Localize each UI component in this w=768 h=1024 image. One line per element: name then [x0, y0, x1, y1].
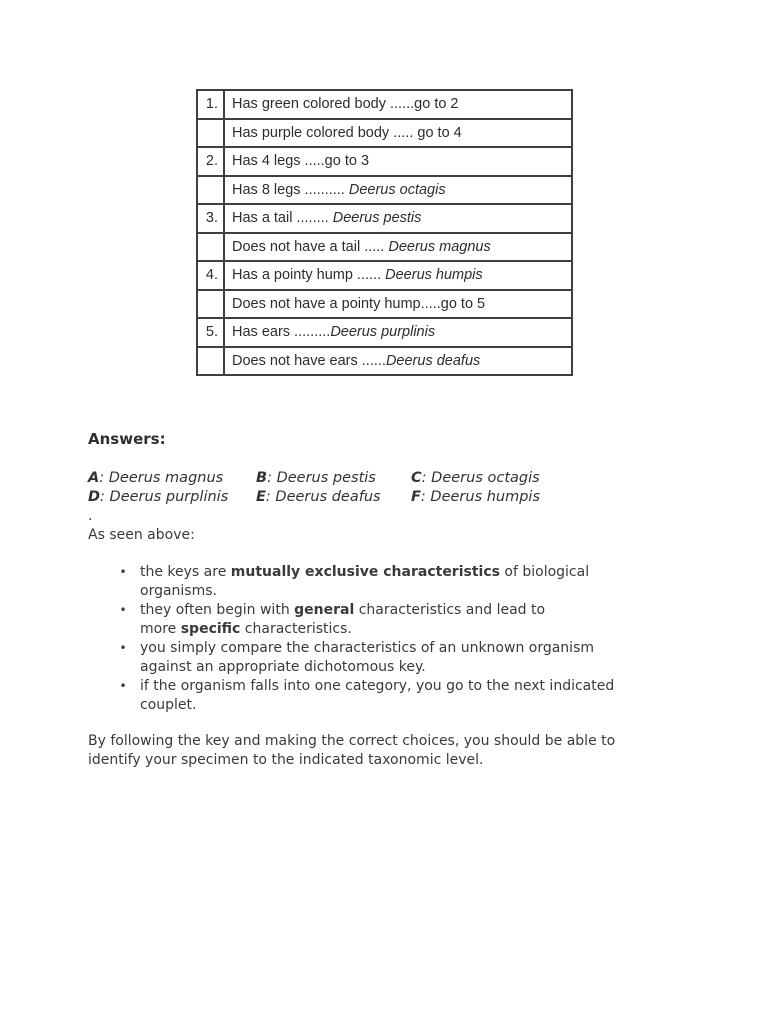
body-content — [88, 430, 688, 770]
table-row — [197, 176, 572, 205]
answer-letter: F — [411, 489, 421, 505]
answer-letter: C — [411, 470, 422, 486]
answer-separator: : — [265, 489, 276, 505]
couplet-number — [197, 347, 224, 376]
answer-entry — [256, 488, 411, 507]
answer-letter: D — [88, 489, 101, 505]
couplet-number: 3. — [197, 204, 224, 233]
couplet-text: Has 4 legs .....go to 3 — [224, 147, 572, 176]
answer-name: Deerus purplinis — [109, 489, 229, 505]
answer-separator: : — [99, 470, 109, 486]
bullet-text-line: organisms. — [140, 583, 217, 599]
bullet-text-line: more specific characteristics. — [140, 621, 352, 637]
couplet-text: Has a tail ........ Deerus pestis — [224, 204, 572, 233]
answer-separator: : — [267, 470, 277, 486]
answer-letter: A — [88, 470, 100, 486]
answer-name: Deerus humpis — [430, 489, 541, 505]
couplet-number: 5. — [197, 318, 224, 347]
couplet-text: Has 8 legs .......... Deerus octagis — [224, 176, 572, 205]
answer-name: Deerus pestis — [276, 470, 376, 486]
answer-letter: B — [256, 470, 268, 486]
couplet-text: Does not have ears ......Deerus deafus — [224, 347, 572, 376]
bullet-icon: • — [119, 603, 127, 617]
answer-entry — [411, 488, 688, 507]
closing-line: By following the key and making the correct choices, you should be able to — [88, 733, 616, 749]
couplet-number: 2. — [197, 147, 224, 176]
bullet-item — [88, 563, 688, 601]
answer-entry — [88, 488, 256, 507]
couplet-text: Has ears .........Deerus purplinis — [224, 318, 572, 347]
table-row — [197, 233, 572, 262]
answer-name: Deerus octagis — [431, 470, 540, 486]
couplet-number: 1. — [197, 90, 224, 119]
bullet-item — [88, 639, 688, 677]
bullet-item — [88, 601, 688, 639]
bullet-text-line: couplet. — [140, 697, 197, 713]
bullet-icon: • — [119, 565, 127, 579]
answer-letter: E — [256, 489, 266, 505]
bullet-text-line: they often begin with general characteristics and lead to — [140, 602, 546, 618]
intro-line: As seen above: — [88, 527, 195, 543]
answer-name: Deerus deafus — [275, 489, 381, 505]
answer-name: Deerus magnus — [108, 470, 224, 486]
table-row — [197, 90, 572, 119]
couplet-number — [197, 119, 224, 148]
couplet-number — [197, 176, 224, 205]
table-row — [197, 347, 572, 376]
table-row — [197, 261, 572, 290]
answer-separator: : — [420, 489, 431, 505]
couplet-number: 4. — [197, 261, 224, 290]
answer-entry — [256, 469, 411, 488]
couplet-text: Has purple colored body ..... go to 4 — [224, 119, 572, 148]
answer-entry — [88, 469, 256, 488]
bullet-text-line: the keys are mutually exclusive characteristics of biological — [140, 564, 590, 580]
table-row — [197, 204, 572, 233]
table-row — [197, 318, 572, 347]
stray-period: . — [88, 508, 93, 524]
couplet-number — [197, 290, 224, 319]
table-row — [197, 290, 572, 319]
couplet-text: Does not have a tail ..... Deerus magnus — [224, 233, 572, 262]
bullet-icon: • — [119, 679, 127, 693]
bullet-icon: • — [119, 641, 127, 655]
answers-heading: Answers: — [88, 430, 166, 448]
bullet-text-line: you simply compare the characteristics of an unknown organism — [140, 640, 595, 656]
bullet-item — [88, 677, 688, 715]
closing-paragraph — [88, 732, 688, 770]
couplet-text: Does not have a pointy hump.....go to 5 — [224, 290, 572, 319]
answer-entry — [411, 469, 688, 488]
couplet-number — [197, 233, 224, 262]
table-row — [197, 147, 572, 176]
couplet-text: Has a pointy hump ...... Deerus humpis — [224, 261, 572, 290]
answers-grid — [88, 469, 688, 507]
answer-separator: : — [421, 470, 432, 486]
closing-line: identify your specimen to the indicated taxonomic level. — [88, 752, 484, 768]
bullet-text-line: if the organism falls into one category, you go to the next indicated — [140, 678, 615, 694]
couplet-text: Has green colored body ......go to 2 — [224, 90, 572, 119]
bullet-list — [88, 563, 688, 715]
dichotomous-key-table — [196, 89, 573, 376]
table-row — [197, 119, 572, 148]
bullet-text-line: against an appropriate dichotomous key. — [140, 659, 426, 675]
answer-separator: : — [100, 489, 110, 505]
